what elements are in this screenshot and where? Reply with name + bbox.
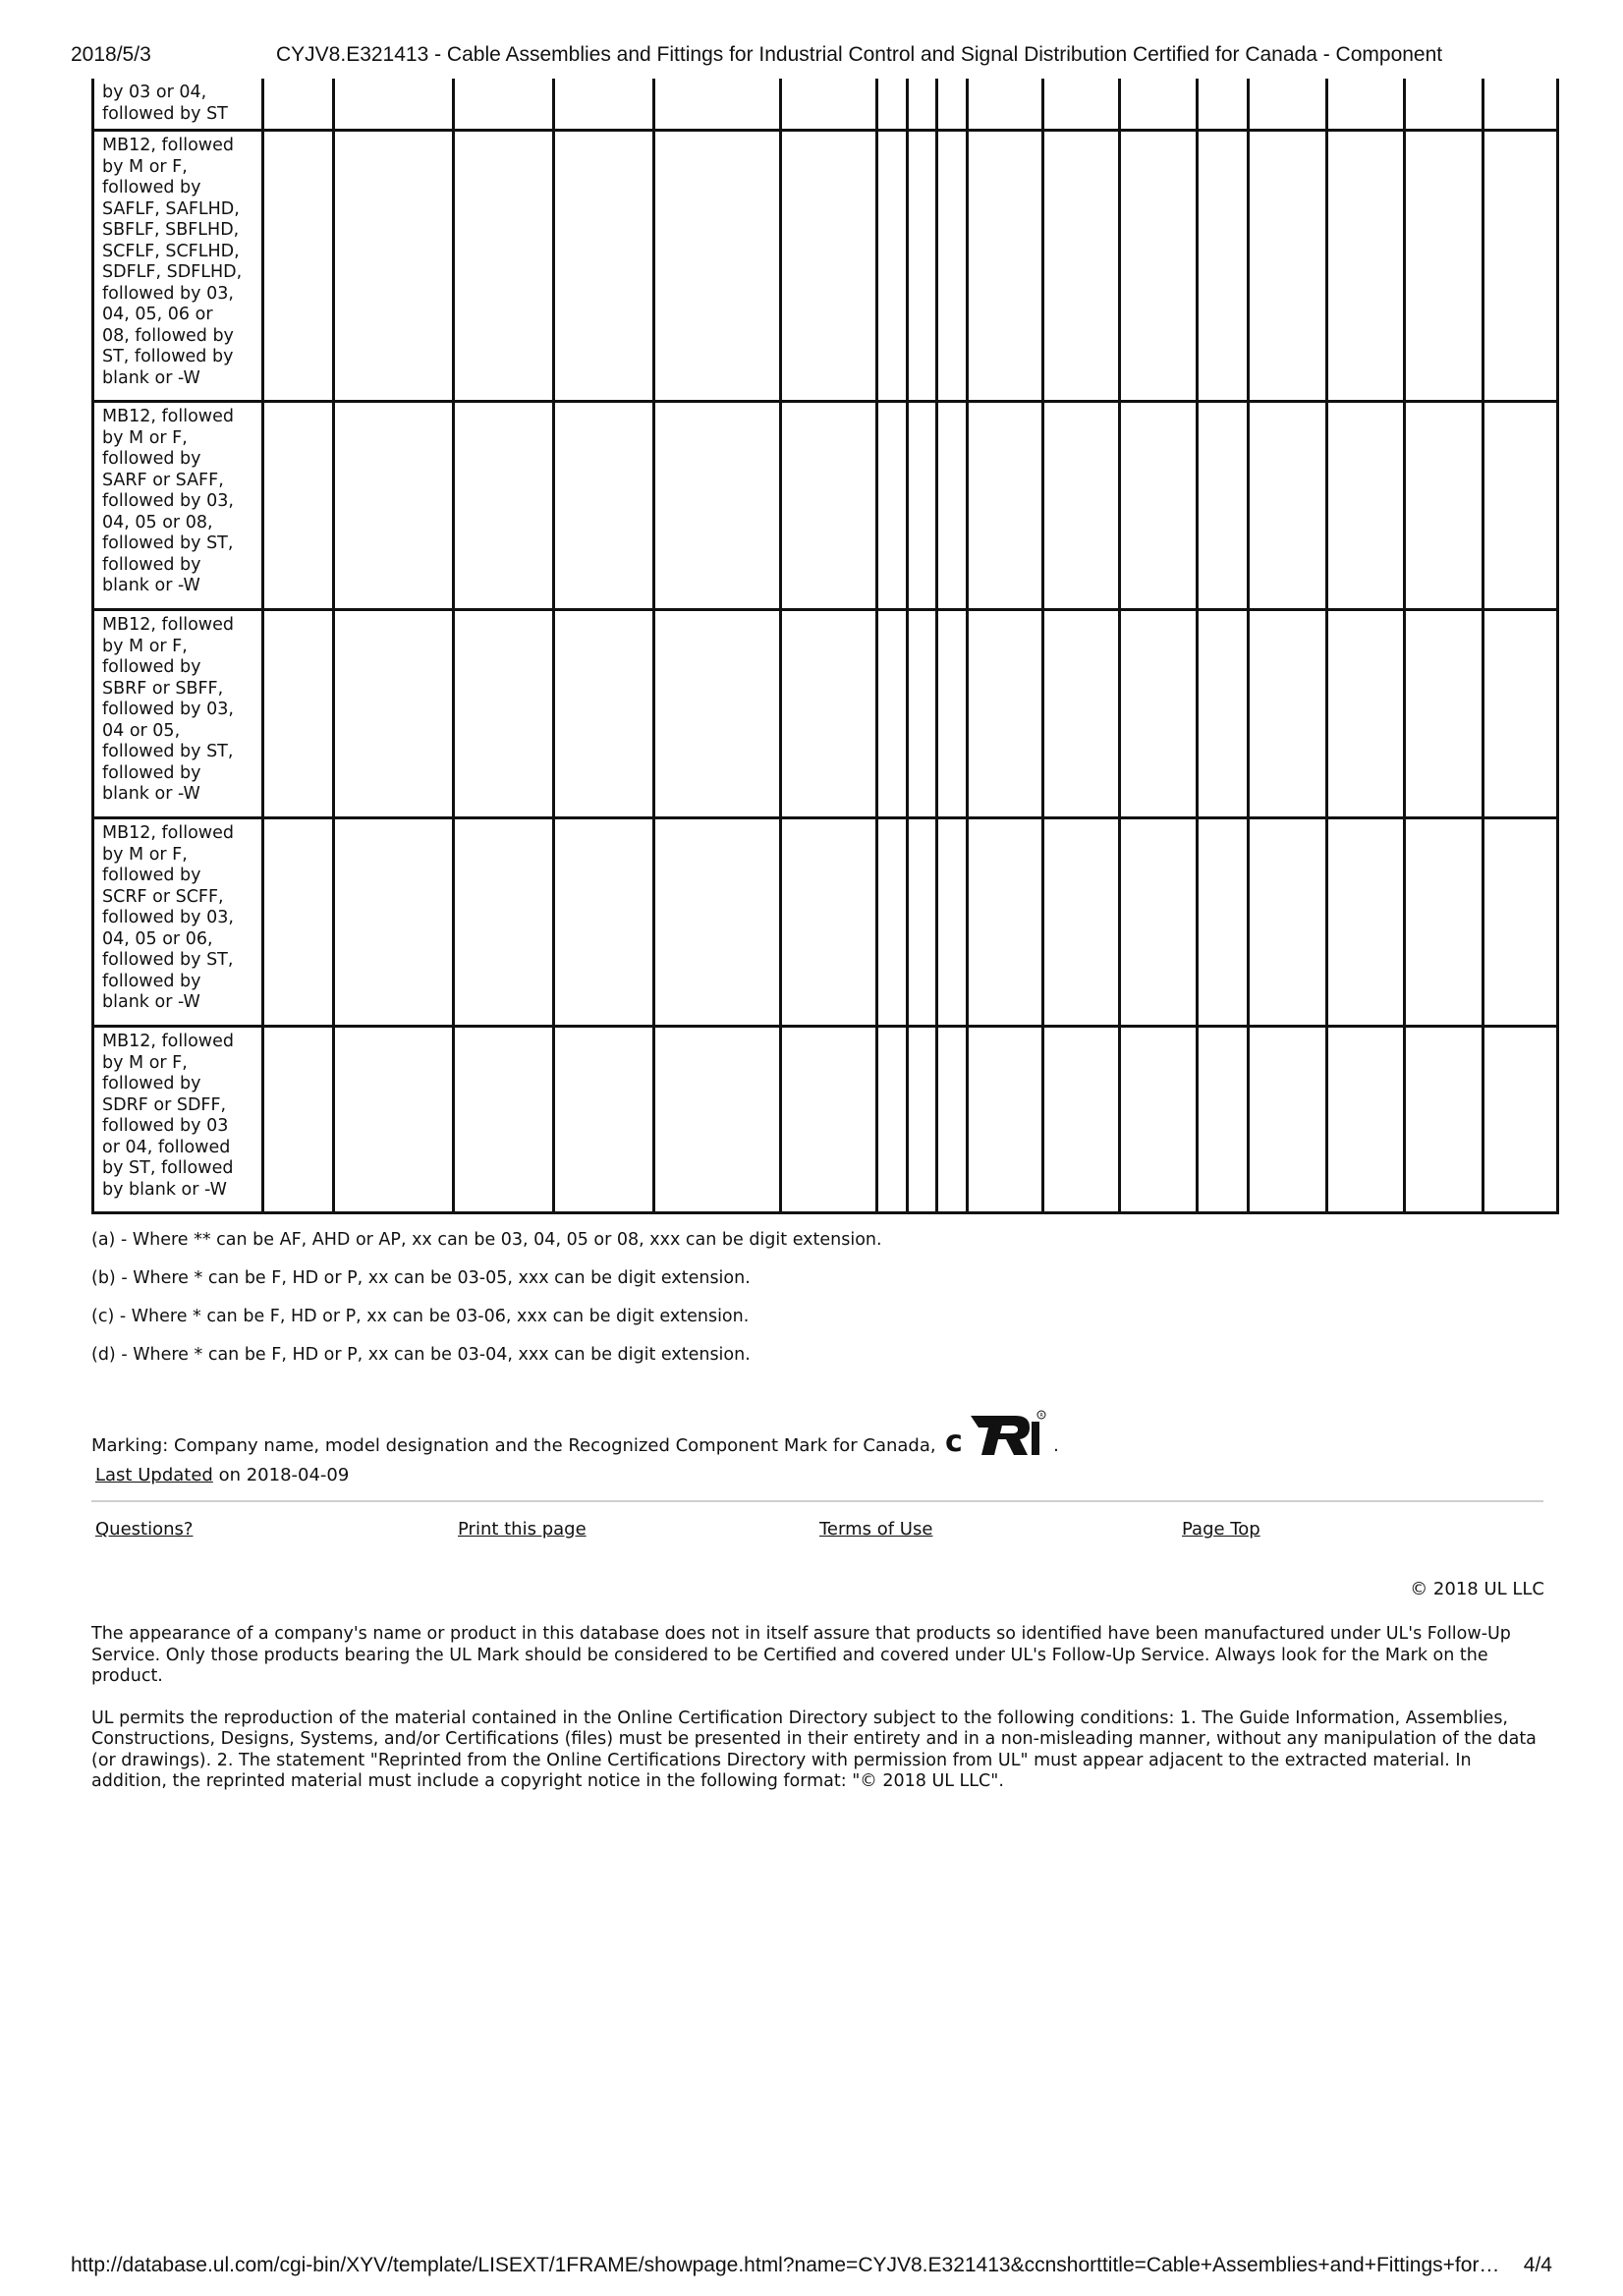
model-text: MB12, followed by M or F, followed by SAFLF, SAFLHD, SBFLF, SBFLHD, SCFLF, SCFLHD, SDFLF, SDFLHD, followed by 03, 04, 05, 06 or 08, followed by ST, followed by blank or -W bbox=[102, 136, 243, 388]
model-text: MB12, followed by M or F, followed by SARF or SAFF, followed by 03, 04, 05 or 08, followed by ST, followed by blank or -W bbox=[102, 407, 234, 595]
disclaimer bbox=[91, 1624, 1543, 1814]
table-row bbox=[93, 79, 1558, 131]
disclaimer-paragraph: The appearance of a company's name or product in this database does not in itself assure that products so identified have been manufactured under UL's Follow-Up Service. Only those products bearing the UL Mark should be considered to be Certified and covered under UL's Follow-Up Service. Always look for the Mark on the product. bbox=[91, 1624, 1511, 1686]
model-cell bbox=[93, 1027, 263, 1213]
model-text: by 03 or 04, followed by ST bbox=[102, 83, 228, 124]
models-table bbox=[91, 79, 1559, 1214]
table-row bbox=[93, 1027, 1558, 1213]
footnote-b: (b) - Where * can be F, HD or P, xx can be 03-05, xxx can be digit extension. bbox=[91, 1268, 751, 1288]
cru-mark-icon bbox=[945, 1408, 1047, 1459]
footnote-d: (d) - Where * can be F, HD or P, xx can be 03-04, xxx can be digit extension. bbox=[91, 1345, 751, 1365]
marking-suffix: . bbox=[1053, 1435, 1059, 1456]
model-cell bbox=[93, 131, 263, 402]
disclaimer-paragraph: UL permits the reproduction of the material contained in the Online Certification Directory subject to the following conditions: 1. The Guide Information, Assemblies, Constructions, Designs, Systems, and/or Certifications (files) must be presented in their entirety and in a non-misleading manner, without any manipulation of the data (or drawings). 2. The statement "Reprinted from the Online Certifications Directory with permission from UL" must appear adjacent to the extracted material. In addition, the reprinted material must include a copyright notice in the following format: "© 2018 UL LLC". bbox=[91, 1708, 1537, 1791]
marking-text: Marking: Company name, model designation and the Recognized Component Mark for Canada, bbox=[91, 1435, 936, 1456]
model-cell bbox=[93, 79, 263, 131]
print-page-link[interactable]: Print this page bbox=[458, 1519, 587, 1540]
page-number: 4/4 bbox=[1523, 2254, 1552, 2276]
print-title: CYJV8.E321413 - Cable Assemblies and Fittings for Industrial Control and Signal Distribution Certified for Canada - Component bbox=[276, 43, 1443, 66]
table-row bbox=[93, 818, 1558, 1027]
svg-text:R: R bbox=[1039, 1413, 1044, 1419]
footnote-c: (c) - Where * can be F, HD or P, xx can be 03-06, xxx can be digit extension. bbox=[91, 1307, 750, 1326]
marking-statement bbox=[91, 1408, 1545, 1459]
table-row bbox=[93, 610, 1558, 818]
last-updated-date: on 2018-04-09 bbox=[212, 1465, 350, 1485]
model-text: MB12, followed by M or F, followed by SCRF or SCFF, followed by 03, 04, 05 or 06, followed by ST, followed by blank or -W bbox=[102, 823, 234, 1012]
copyright: © 2018 UL LLC bbox=[1410, 1579, 1544, 1599]
footnotes bbox=[91, 1230, 1545, 1383]
model-cell bbox=[93, 402, 263, 610]
footer-divider bbox=[91, 1500, 1543, 1502]
questions-link[interactable]: Questions? bbox=[95, 1519, 194, 1540]
svg-text:c: c bbox=[945, 1425, 964, 1459]
terms-of-use-link[interactable]: Terms of Use bbox=[819, 1519, 933, 1540]
table-row bbox=[93, 402, 1558, 610]
last-updated bbox=[95, 1465, 349, 1485]
print-url: http://database.ul.com/cgi-bin/XYV/template/LISEXT/1FRAME/showpage.html?name=CYJV8.E321413&ccnshorttitle=Cable+Assemblies+and+Fittings+for… bbox=[71, 2254, 1500, 2276]
model-text: MB12, followed by M or F, followed by SDRF or SDFF, followed by 03 or 04, followed by ST, followed by blank or -W bbox=[102, 1032, 234, 1200]
footnote-a: (a) - Where ** can be AF, AHD or AP, xx can be 03, 04, 05 or 08, xxx can be digit extension. bbox=[91, 1230, 882, 1250]
model-cell bbox=[93, 818, 263, 1027]
table-row bbox=[93, 131, 1558, 402]
last-updated-link[interactable]: Last Updated bbox=[95, 1465, 213, 1485]
model-text: MB12, followed by M or F, followed by SBRF or SBFF, followed by 03, 04 or 05, followed by ST, followed by blank or -W bbox=[102, 615, 234, 804]
page-top-link[interactable]: Page Top bbox=[1182, 1519, 1260, 1540]
model-cell bbox=[93, 610, 263, 818]
print-date: 2018/5/3 bbox=[71, 43, 151, 66]
